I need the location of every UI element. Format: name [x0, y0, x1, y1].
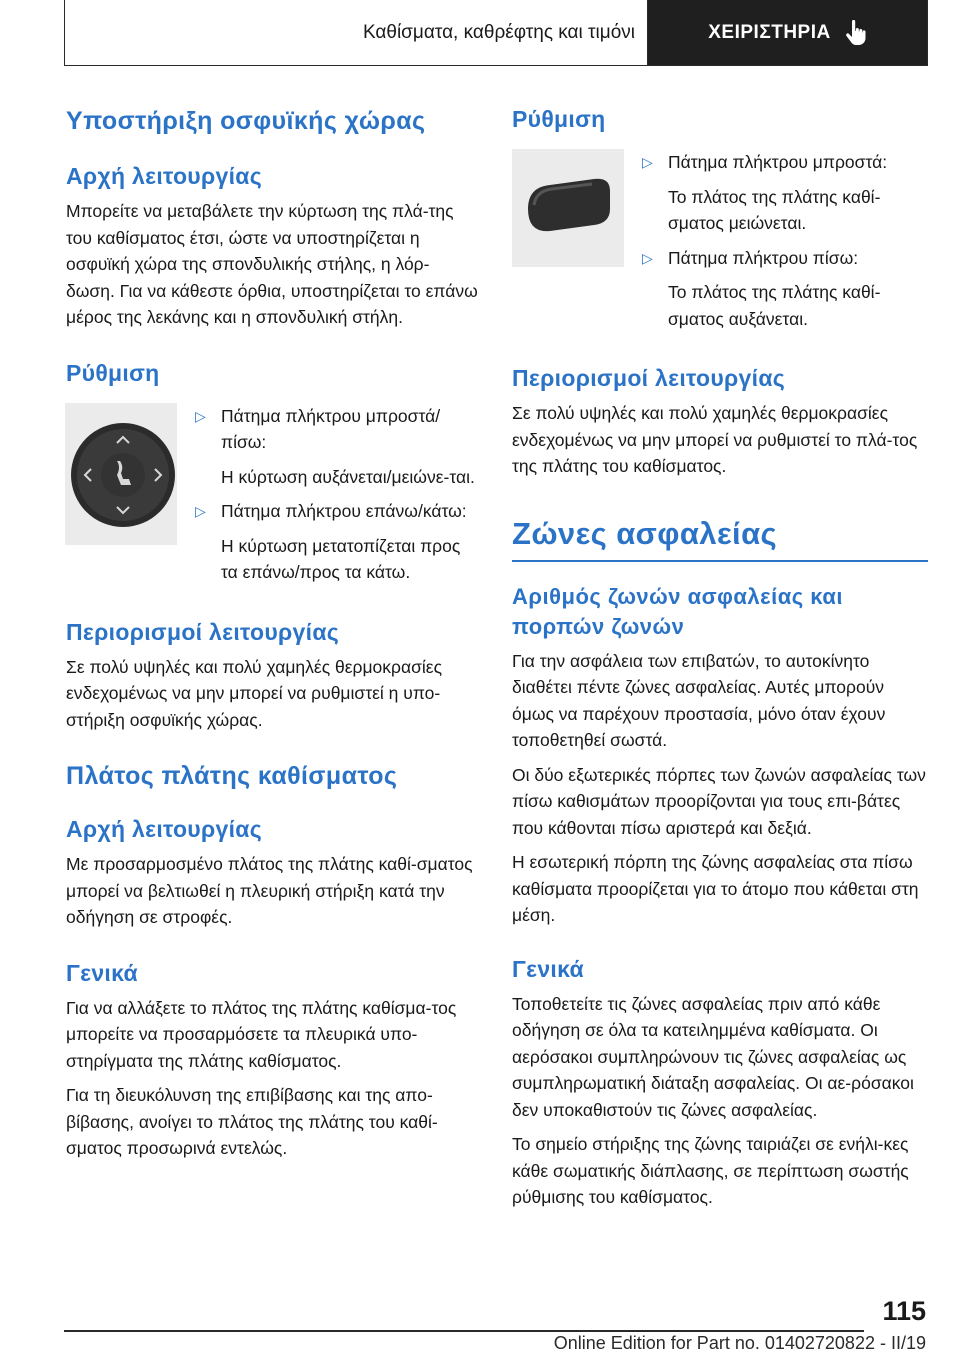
step-text: Πάτημα πλήκτρου μπροστά:	[668, 152, 888, 172]
triangle-right-icon: ▷	[642, 154, 653, 170]
step-item	[195, 403, 478, 456]
step-result: Η κύρτωση αυξάνεται/μειώνε-ται.	[221, 466, 475, 487]
step-item	[642, 245, 928, 272]
paragraph: Σε πολύ υψηλές και πολύ χαμηλές θερμοκρασίες ενδεχομένως να μην μπορεί να ρυθμιστεί η υπο-στήριξη οσφυϊκής χώρας.	[66, 656, 443, 730]
subheading-general: Γενικά	[66, 959, 138, 986]
step-text: Πάτημα πλήκτρου μπροστά/πίσω:	[221, 405, 441, 452]
subheading-principle: Αρχή λειτουργίας	[66, 816, 262, 842]
step-item	[642, 149, 928, 176]
backrest-width-control-image	[512, 149, 624, 267]
rocker-switch-icon	[512, 149, 624, 267]
chapter-title-seatbelts: Ζώνες ασφαλείας	[512, 515, 778, 551]
subheading-belt-count: Αριθμός ζωνών ασφαλείας και πορπών ζωνών	[512, 583, 843, 639]
edition-footer: Online Edition for Part no. 01402720822 - II/19	[553, 1333, 926, 1353]
section-tab[interactable]	[648, 0, 927, 65]
paragraph: Με προσαρμοσμένο πλάτος της πλάτης καθί-σματος μπορεί να βελτιωθεί η πλευρική στήριξη κατά την οδήγηση σε στροφές.	[66, 854, 473, 927]
section-title-lumbar: Υποστήριξη οσφυϊκής χώρας	[66, 107, 426, 135]
subheading-principle: Αρχή λειτουργίας	[66, 163, 262, 189]
step-result: Το πλάτος της πλάτης καθί-σματος αυξάνεται.	[668, 282, 881, 329]
paragraph: Το σημείο στήριξης της ζώνης ταιριάζει σε ενήλι-κες κάθε σωματικής διάπλασης, σε περίπτωση σωστής ρύθμισης του καθίσματος.	[512, 1134, 909, 1207]
paragraph: Τοποθετείτε τις ζώνες ασφαλείας πριν από κάθε οδήγηση σε όλα τα κατειλημμένα καθίσματα. Οι αερόσακοι συμπληρώνουν τις ζώνες ασφαλείας ως συμπληρωματική διάταξη ασφαλείας. Οι αε-ρόσακοι δεν υποκαθιστούν τις ζώνες ασφαλείας.	[512, 993, 914, 1120]
paragraph: Για τη διευκόλυνση της επιβίβασης και της απο-βίβασης, ανοίγει το πλάτος της πλάτης του καθί-σματος προσωρινά εντελώς.	[66, 1085, 438, 1158]
paragraph: Μπορείτε να μεταβάλετε την κύρτωση της πλά-της του καθίσματος έτσι, ώστε να υποστηρίζεται η οσφυϊκή χώρα της σπονδυλικής στήλης, η λόρ-δωση. Για να κάθεστε όρθια, υποστηρίζεται το επάνω μέρος της λεκάνης και η σπονδυλική στήλη.	[66, 201, 478, 327]
triangle-right-icon: ▷	[195, 407, 206, 424]
adjustment-block	[512, 149, 928, 340]
lumbar-control-image	[65, 403, 177, 545]
adjustment-block	[66, 403, 478, 594]
paragraph: Σε πολύ υψηλές και πολύ χαμηλές θερμοκρασίες ενδεχομένως να μην μπορεί να ρυθμιστεί το πλά-τος της πλάτης του καθίσματος.	[512, 403, 918, 476]
pointing-hand-icon	[845, 20, 867, 46]
subheading-limits: Περιορισμοί λειτουργίας	[512, 365, 786, 391]
subheading-adjustment: Ρύθμιση	[512, 106, 606, 132]
subheading-general: Γενικά	[512, 955, 584, 982]
paragraph: Οι δύο εξωτερικές πόρπες των ζωνών ασφαλείας των πίσω καθισμάτων προορίζονται για τους επι-βάτες που κάθονται πίσω αριστερά και δεξιά.	[512, 764, 926, 838]
paragraph: Για να αλλάξετε το πλάτος της πλάτης καθίσμα-τος μπορείτε να προσαρμόσετε τα πλευρικά υπο-στηρίγματα της πλάτης καθίσματος.	[66, 997, 457, 1071]
triangle-right-icon: ▷	[195, 503, 206, 519]
section-title-backrest-width: Πλάτος πλάτης καθίσματος	[66, 762, 398, 790]
step-list	[642, 149, 928, 340]
step-text: Πάτημα πλήκτρου επάνω/κάτω:	[221, 501, 467, 521]
triangle-right-icon: ▷	[642, 249, 653, 266]
section-divider	[512, 560, 928, 562]
right-column	[512, 100, 928, 1211]
step-list	[195, 403, 478, 594]
step-text: Πάτημα πλήκτρου πίσω:	[668, 247, 859, 268]
lumbar-switch-icon	[65, 403, 177, 545]
step-result: Η κύρτωση μετατοπίζεται προς τα επάνω/προς τα κάτω.	[221, 535, 461, 582]
paragraph: Η εσωτερική πόρπη της ζώνης ασφαλείας στα πίσω καθίσματα προορίζεται για το άτομο που κάθεται στη μέση.	[512, 852, 919, 925]
chapter-title: Καθίσματα, καθρέφτης και τιμόνι	[65, 0, 648, 65]
page-number: 115	[882, 1296, 926, 1326]
subheading-adjustment: Ρύθμιση	[66, 359, 160, 386]
page-header	[64, 0, 928, 66]
footer-divider	[64, 1330, 864, 1332]
left-column	[66, 100, 478, 1162]
section-tab-label: ΧΕΙΡΙΣΤΗΡΙΑ	[708, 21, 831, 43]
paragraph: Για την ασφάλεια των επιβατών, το αυτοκίνητο διαθέτει πέντε ζώνες ασφαλείας. Αυτές μπορούν όμως να παρέχουν προστασία, μόνο όταν έχουν τοποθετηθεί σωστά.	[512, 650, 886, 750]
subheading-limits: Περιορισμοί λειτουργίας	[66, 618, 340, 645]
step-result: Το πλάτος της πλάτης καθί-σματος μειώνεται.	[668, 186, 881, 233]
step-item	[195, 498, 478, 525]
